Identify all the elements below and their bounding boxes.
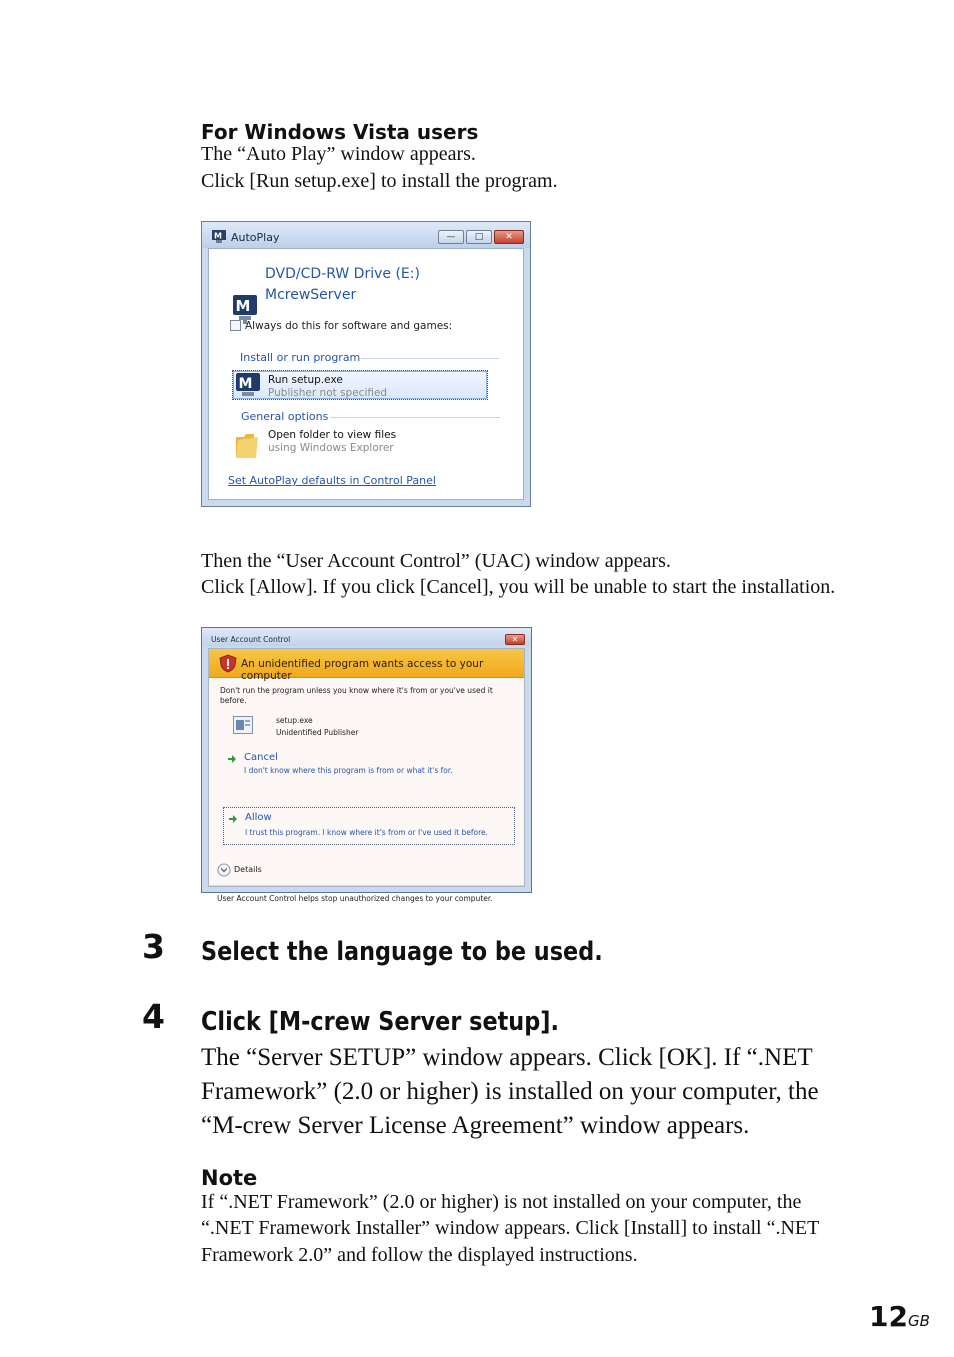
uac-title: User Account Control — [211, 635, 291, 644]
step-3-number: 3 — [142, 927, 165, 966]
note-heading: Note — [201, 1166, 258, 1190]
arrow-right-icon — [227, 754, 237, 764]
note-line-2: “.NET Framework Installer” window appears. Click [Install] to install “.NET — [201, 1217, 820, 1239]
arrow-right-icon — [228, 814, 238, 824]
minimize-button[interactable]: — — [438, 230, 464, 244]
step-4-number: 4 — [142, 997, 165, 1036]
always-do-label: Always do this for software and games: — [245, 320, 453, 332]
uac-banner-text: An unidentified program wants access to your computer — [241, 658, 484, 682]
run-setup-title: Run setup.exe — [268, 374, 343, 386]
group-install-label: Install or run program — [240, 351, 361, 364]
setup-program-icon — [236, 373, 260, 397]
autoplay-app-icon — [212, 230, 226, 243]
svg-text:M: M — [235, 297, 251, 315]
uac-cancel-label: Cancel — [244, 752, 278, 763]
step-4-body-line-1: The “Server SETUP” window appears. Click [OK]. If “.NET — [201, 1044, 813, 1071]
svg-text:M: M — [238, 376, 253, 392]
uac-close-button[interactable]: ✕ — [505, 634, 525, 645]
group-general-label: General options — [241, 410, 329, 423]
uac-banner — [209, 649, 524, 682]
autoplay-client — [208, 248, 524, 500]
uac-cancel-option[interactable] — [223, 752, 515, 780]
open-folder-title: Open folder to view files — [268, 429, 397, 441]
note-line-1: If “.NET Framework” (2.0 or higher) is not installed on your computer, the — [201, 1191, 802, 1213]
program-icon — [233, 716, 253, 734]
step-3-title: Select the language to be used. — [201, 937, 603, 967]
page-suffix: GB — [907, 1312, 930, 1330]
vista-line-1: The “Auto Play” window appears. — [201, 143, 476, 165]
uac-cancel-desc: I don't know where this program is from or what it's for. — [244, 766, 453, 775]
uac-publisher: Unidentified Publisher — [276, 728, 359, 737]
folder-icon — [234, 431, 260, 459]
chevron-down-icon[interactable] — [217, 863, 231, 877]
svg-text:M: M — [214, 231, 222, 241]
uac-allow-label: Allow — [245, 812, 272, 823]
autoplay-window — [201, 221, 531, 507]
run-setup-option[interactable] — [232, 370, 488, 400]
step-4-body-line-3: “M-crew Server License Agreement” window appears. — [201, 1112, 750, 1139]
vista-heading: For Windows Vista users — [201, 120, 479, 144]
group-general-divider — [330, 417, 500, 418]
uac-details-label[interactable]: Details — [234, 865, 262, 874]
drive-name: DVD/CD-RW Drive (E:) — [265, 266, 420, 282]
step-4-body-line-2: Framework” (2.0 or higher) is installed on your computer, the — [201, 1078, 819, 1105]
page-number: 12 — [869, 1300, 908, 1333]
uac-allow-desc: I trust this program. I know where it's from or I've used it before. — [245, 828, 489, 837]
uac-allow-option[interactable] — [223, 807, 515, 845]
uac-client — [208, 648, 525, 903]
uac-footer-divider — [209, 885, 524, 886]
run-setup-publisher: Publisher not specified — [268, 387, 388, 399]
uac-titlebar[interactable] — [202, 628, 531, 646]
uac-intro-line-1: Then the “User Account Control” (UAC) window appears. — [201, 550, 671, 572]
uac-warning-line-1: Don't run the program unless you know where it's from or you've used it — [220, 686, 493, 695]
close-button[interactable]: ✕ — [494, 230, 524, 244]
page-number-block — [869, 1300, 930, 1333]
shield-icon — [219, 654, 237, 673]
uac-intro-line-2: Click [Allow]. If you click [Cancel], you will be unable to start the installation. — [201, 576, 836, 598]
step-4-title: Click [M-crew Server setup]. — [201, 1007, 559, 1037]
uac-warning-line-2: before. — [220, 696, 247, 705]
uac-program-name: setup.exe — [276, 716, 313, 725]
note-line-3: Framework 2.0” and follow the displayed instructions. — [201, 1244, 638, 1266]
open-folder-option[interactable] — [232, 429, 488, 461]
group-install-divider — [361, 358, 499, 359]
always-do-checkbox[interactable] — [230, 320, 241, 331]
autoplay-defaults-link[interactable]: Set AutoPlay defaults in Control Panel — [228, 474, 436, 487]
uac-window — [201, 627, 532, 903]
maximize-button[interactable]: □ — [466, 230, 492, 244]
autoplay-title: AutoPlay — [231, 231, 280, 244]
vista-line-2: Click [Run setup.exe] to install the program. — [201, 170, 558, 192]
uac-footer-text: User Account Control helps stop unauthorized changes to your computer. — [217, 894, 493, 903]
autoplay-titlebar[interactable] — [202, 222, 530, 248]
drive-label: McrewServer — [265, 287, 357, 303]
open-folder-sub: using Windows Explorer — [268, 442, 394, 454]
